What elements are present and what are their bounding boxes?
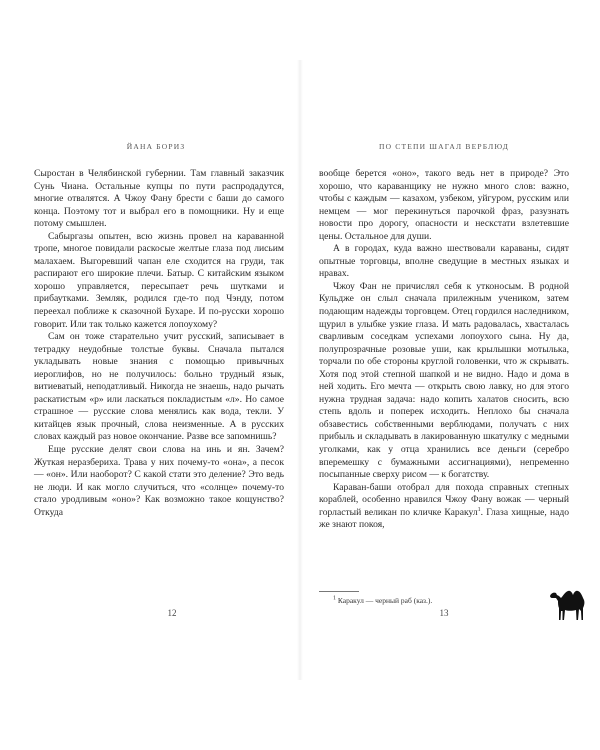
- paragraph: Еще русские делят свои слова на инь и ян. Зачем? Жуткая неразбериха. Трава у них почему-то «она», а песок — «он». Или наоборот? С какой стати это деление? Это ведь не люди. И как могло случиться, что «солнце» почему-то стало уродливым «оно»? Как возможно такое кощунство? Откуда: [34, 444, 284, 518]
- left-running-head: ЙАНА БОРИЗ: [126, 142, 186, 151]
- paragraph-text: . Глаза хищные, надо же знают покоя,: [319, 506, 570, 531]
- paragraph: Чжоу Фан не причислял себя к утконосым. В родной Кульдже он слыл сначала прилежным учеником, затем подающим надежды торговцем. Отец гордился наследником, щурил в улыбке узкие глаза. И мать радовалась, хвасталась сварливым соседкам успехами лопоухого сына. Ну да, полупрозрачные розовые уши, как крылышки мотылька, торчали по обе стороны круглой головенки, что ж скрывать. Хотя под этой степной шапкой и не видно. Надо и дома в ней ходить. Его мечта — открыть свою лавку, но для этого нужна трудная задача: надо копить халатов сносить, всю степь вдоль и поперек исходить. Неплохо бы сначала обзавестись собственными верблюдами, получать с них прибыль и складывать в лакированную шкатулку с медными уголками, как у отца хранились все деньги (серебро вперемешку с бумажными ассигнациями), непременно посыпанные сверху рисом — к богатству.: [319, 280, 569, 481]
- right-page-text: [319, 168, 569, 532]
- footnote-rule: [319, 591, 359, 592]
- paragraph-text: Караван-баши отобрал для похода справных степных кораблей, особенно нравился Чжоу Фану вожак — черный горластый великан по кличке Каракул: [319, 481, 569, 518]
- book-gutter: [297, 60, 303, 680]
- footnote-text: Каракул — черный раб (каз.).: [337, 596, 433, 605]
- paragraph: Сабыргазы опытен, всю жизнь провел на караванной тропе, многое повидали раскосые желтые глаза под лисьим малахаем. Выгоревший чапан еле сходится на груди, так распирают его широкие плечи. Батыр. С китайским языком хорошо управляется, пересыпает речь шутками и прибаутками. Земляк, родился где-то под Чэнду, потом переехал поближе к сказочной Бухаре. И по-русски хорошо говорит. Или так только кажется лопоухому?: [34, 230, 284, 330]
- paragraph: вообще берется «оно», такого ведь нет в природе? Это хорошо, что караванщику не нужно много слов: важно, чтобы с каждым — казахом, узбеком, уйгуром, русским или немцем — мог перекинуться парочкой фраз, разузнать новости про дорогу, опасности и нескстати взлетевшие цены. Остальное для души.: [319, 168, 569, 242]
- paragraph: Сам он тоже старательно учит русский, записывает в тетрадку неудобные толстые буквы. Сначала пытался укладывать новые знания с помощью привычных иероглифов, но не получилось: больно трудный язык, витиеватый, неподатливый. Никогда не знаешь, надо рычать раскатистым «р» или ласкаться покладистым «л». Но самое страшное — русские слова менялись как вода, текли. У китайцев язык прочный, слова неизменные. А в русских словах каждый раз новое окончание. Разве все запомнишь?: [34, 331, 284, 443]
- right-running-head: ПО СТЕПИ ШАГАЛ ВЕРБЛЮД: [378, 142, 510, 151]
- camel-icon: [548, 580, 590, 624]
- paragraph: А в городах, куда важно шествовали караваны, сидят опытные торговцы, вполне сведущие в местных языках и нравах.: [319, 243, 569, 280]
- footnote-reference: 1: [477, 506, 481, 513]
- footnote: [319, 596, 569, 606]
- paragraph: Сыростан в Челябинской губернии. Там главный заказчик Сунь Чиана. Остальные купцы по пути распродадутся, многие отвалятся. А Чжоу Фану брести с баши до самого конца. Поэтому тот и выбрал его в помощники. Ну и еще потому смышлен.: [34, 168, 284, 230]
- left-page-number: 12: [167, 608, 177, 618]
- footnote-marker: 1: [333, 595, 336, 602]
- left-page-text: [34, 168, 284, 519]
- right-page-number: 13: [439, 608, 449, 618]
- paragraph: [319, 482, 569, 532]
- camel-silhouette: [550, 591, 584, 620]
